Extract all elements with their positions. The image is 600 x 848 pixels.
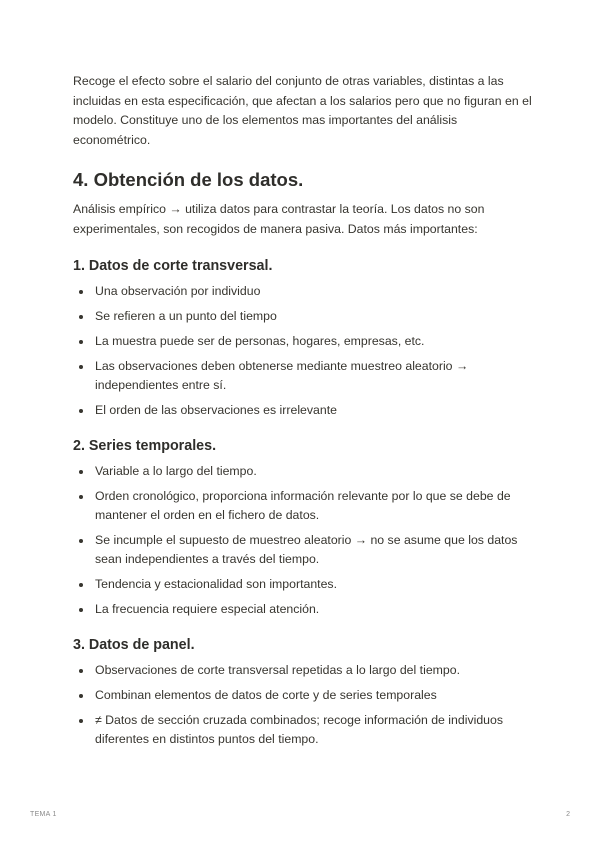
bullet-icon xyxy=(79,365,83,369)
bullet-icon xyxy=(79,315,83,319)
bullet-icon xyxy=(79,340,83,344)
list-item xyxy=(73,531,533,569)
list-item xyxy=(73,332,533,351)
list-item-text: Orden cronológico, proporciona información relevante por lo que se debe de mantener el orden en el fichero de datos. xyxy=(95,488,511,522)
bullet-icon xyxy=(79,669,83,673)
footer-chapter-label: TEMA 1 xyxy=(30,811,57,818)
list-item-text: La frecuencia requiere especial atención. xyxy=(95,601,320,616)
bullet-icon xyxy=(79,694,83,698)
subsection-heading-datos-de-panel: 3. Datos de panel. xyxy=(73,636,195,653)
bullet-icon xyxy=(79,290,83,294)
list-item xyxy=(73,686,533,705)
bullet-icon xyxy=(79,470,83,474)
list-item xyxy=(73,711,533,749)
list-item-text: Observaciones de corte transversal repetidas a lo largo del tiempo. xyxy=(95,662,460,677)
list-item-text: El orden de las observaciones es irrelevante xyxy=(95,402,337,417)
list-item-text: Se incumple el supuesto de muestreo aleatorio → no se asume que los datos sean independientes a través del tiempo. xyxy=(95,532,518,566)
footer-page-number: 2 xyxy=(566,811,570,818)
subsection-heading-series-temporales: 2. Series temporales. xyxy=(73,437,217,454)
bullet-icon xyxy=(79,539,83,543)
list-item-text: ≠ Datos de sección cruzada combinados; recoge información de individuos diferentes en distintos puntos del tiempo. xyxy=(95,712,503,746)
list-item xyxy=(73,357,533,395)
bullet-icon xyxy=(79,409,83,413)
list-item xyxy=(73,661,533,680)
list-item xyxy=(73,307,533,326)
bullet-icon xyxy=(79,719,83,723)
list-item xyxy=(73,600,533,619)
bullet-icon xyxy=(79,495,83,499)
section-heading: 4. Obtención de los datos. xyxy=(73,169,304,191)
list-item-text: La muestra puede ser de personas, hogares, empresas, etc. xyxy=(95,333,425,348)
bullet-list-corte-transversal xyxy=(73,282,533,420)
list-item-text: Tendencia y estacionalidad son importantes. xyxy=(95,576,337,591)
list-item xyxy=(73,487,533,525)
list-item-text: Variable a lo largo del tiempo. xyxy=(95,463,257,478)
intro-paragraph: Recoge el efecto sobre el salario del conjunto de otras variables, distintas a las incluidas en esta especificación, que afectan a los salarios pero que no figuran en el modelo. Constituye uno de los elementos mas importantes del análisis econométrico. xyxy=(73,74,532,147)
list-item-text: Una observación por individuo xyxy=(95,283,261,298)
list-item xyxy=(73,462,533,481)
list-item-text: Se refieren a un punto del tiempo xyxy=(95,308,277,323)
document-page xyxy=(73,72,533,755)
subsection-heading-corte-transversal: 1. Datos de corte transversal. xyxy=(73,257,273,274)
bullet-icon xyxy=(79,608,83,612)
bullet-list-datos-de-panel xyxy=(73,661,533,749)
list-item xyxy=(73,401,533,420)
bullet-icon xyxy=(79,583,83,587)
list-item xyxy=(73,282,533,301)
list-item-text: Combinan elementos de datos de corte y de series temporales xyxy=(95,687,437,702)
bullet-list-series-temporales xyxy=(73,462,533,619)
section-paragraph: Análisis empírico → utiliza datos para contrastar la teoría. Los datos no son experimentales, son recogidos de manera pasiva. Datos más importantes: xyxy=(73,202,485,236)
list-item xyxy=(73,575,533,594)
list-item-text: Las observaciones deben obtenerse mediante muestreo aleatorio → independientes entre sí. xyxy=(95,358,469,392)
